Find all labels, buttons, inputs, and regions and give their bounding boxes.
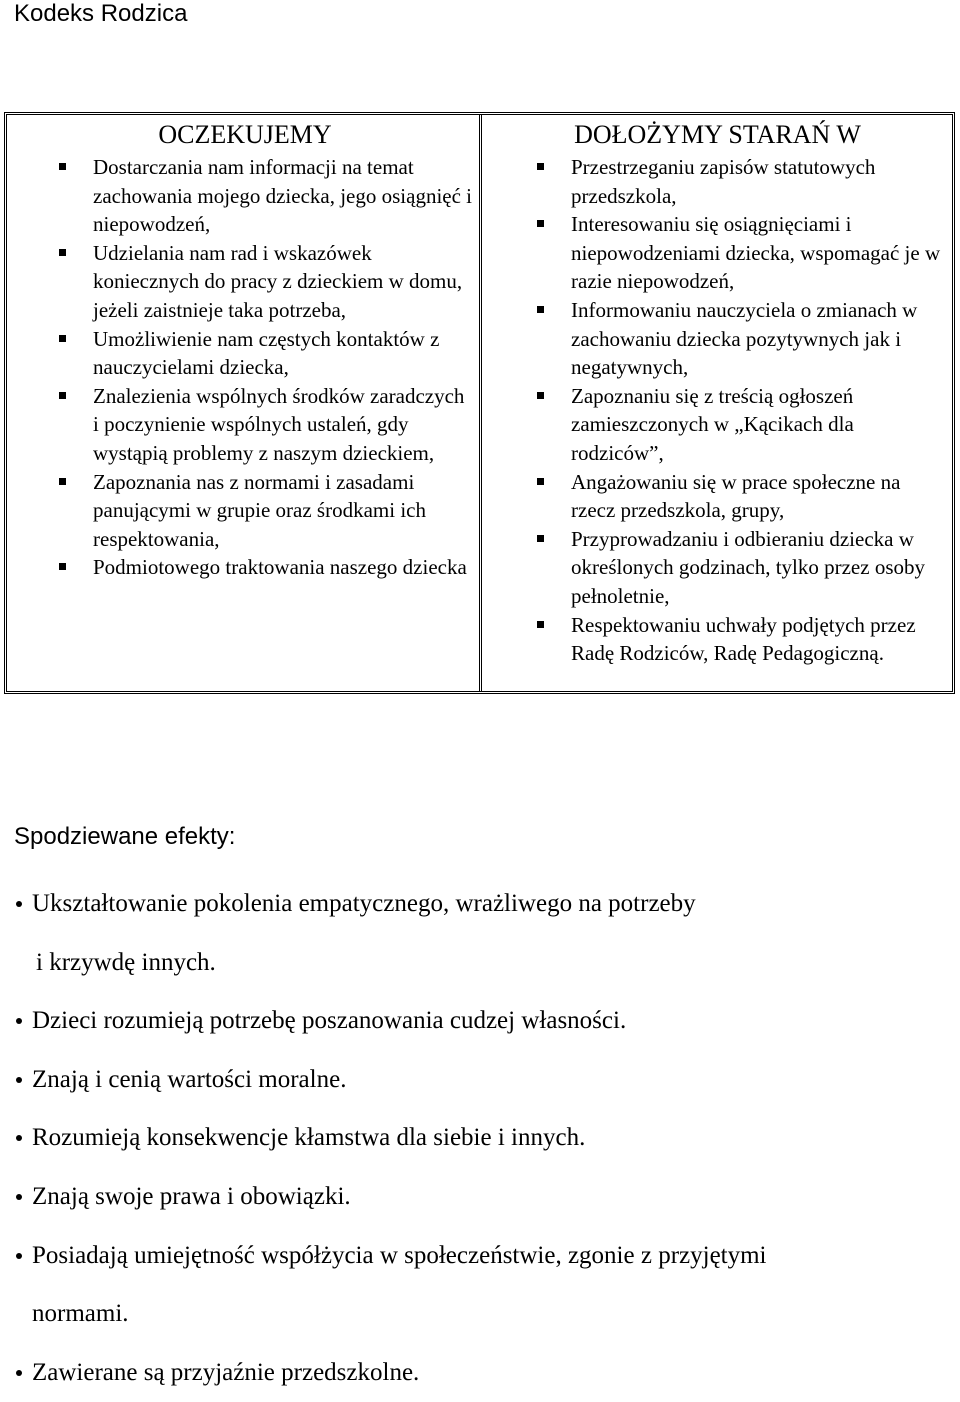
list-item-text: Respektowaniu uchwały podjętych przez Radę Rodziców, Radę Pedagogiczną. [571, 612, 916, 666]
list-item-text: Posiadają umiejętność współżycia w społeczeństwie, zgonie z przyjętymi [32, 1241, 767, 1269]
list-item-text: Umożliwienie nam częstych kontaktów z nauczycielami dziecka, [93, 326, 440, 380]
list-item-text: Udzielania nam rad i wskazówek koniecznych do pracy z dzieckiem w domu, jeżeli zaistnieje taka potrzeba, [93, 240, 463, 322]
list-item-text: Dzieci rozumieją potrzebę poszanowania cudzej własności. [32, 1007, 627, 1035]
square-bullet-icon [537, 306, 544, 313]
round-bullet-icon [16, 1253, 22, 1259]
list-item [57, 468, 473, 554]
list-item-text: Podmiotowego traktowania naszego dziecka [93, 555, 467, 580]
round-bullet-icon [16, 1370, 22, 1376]
list-item-text: Ukształtowanie pokolenia empatycznego, wrażliwego na potrzeby [32, 890, 696, 917]
round-bullet-icon [16, 1135, 22, 1141]
list-item [535, 468, 946, 525]
list-item [14, 1168, 944, 1227]
square-bullet-icon [59, 563, 66, 570]
square-bullet-icon [537, 535, 544, 542]
document-title: Kodeks Rodzica [14, 0, 188, 27]
round-bullet-icon [16, 901, 22, 907]
square-bullet-icon [537, 621, 544, 628]
list-item [57, 239, 473, 325]
list-item-text: Zapoznaniu się z treścią ogłoszeń zamieszczonych w „Kącikach dla rodziców”, [571, 383, 854, 465]
list-item [57, 153, 473, 239]
oczekujemy-column [7, 115, 482, 691]
square-bullet-icon [59, 335, 66, 342]
dolozymy-staran-column [482, 115, 952, 691]
square-bullet-icon [537, 163, 544, 170]
list-item-text: Znają i cenią wartości moralne. [32, 1065, 347, 1093]
list-item-text: Przestrzeganiu zapisów statutowych przedszkola, [571, 155, 876, 208]
list-item-text: Informowaniu nauczyciela o zmianach w zachowaniu dziecka pozytywnych jak i negatywnych, [571, 297, 918, 380]
round-bullet-icon [16, 1194, 22, 1200]
list-item-text: Zawierane są przyjaźnie przedszkolne. [32, 1358, 420, 1386]
list-item-text: Zapoznania nas z normami i zasadami panującymi w grupie oraz środkami ich respektowania, [93, 469, 426, 551]
list-item [535, 210, 946, 296]
list-item-text: Rozumieją konsekwencje kłamstwa dla siebie i innych. [32, 1124, 586, 1152]
list-item-text: Interesowaniu się osiągnięciami i niepowodzeniami dziecka, wspomagać je w razie niepowodzeń, [571, 212, 941, 294]
list-item [57, 325, 473, 382]
oczekujemy-header: OCZEKUJEMY [158, 120, 332, 149]
square-bullet-icon [537, 478, 544, 485]
list-item [14, 875, 944, 992]
dolozymy-staran-list [535, 153, 946, 668]
list-item-text: Znają swoje prawa i obowiązki. [32, 1182, 351, 1210]
list-item [535, 525, 946, 611]
list-item [14, 1109, 944, 1168]
list-item-text: Dostarczania nam informacji na temat zachowania mojego dziecka, jego osiągnięć i niepowodzeń, [93, 155, 473, 237]
list-item-text: Przyprowadzaniu i odbieraniu dziecka w określonych godzinach, tylko przez osoby pełnoletnie, [571, 526, 925, 608]
square-bullet-icon [59, 478, 66, 485]
list-item [14, 992, 944, 1051]
square-bullet-icon [59, 249, 66, 256]
square-bullet-icon [59, 392, 66, 399]
list-item [14, 1227, 944, 1344]
oczekujemy-list [57, 153, 473, 582]
square-bullet-icon [59, 163, 66, 170]
dolozymy-staran-header: DOŁOŻYMY STARAŃ W [574, 120, 861, 149]
list-item-continuation: normami. [32, 1300, 129, 1328]
list-item [14, 1344, 944, 1402]
list-item [14, 1051, 944, 1110]
list-item-text: Angażowaniu się w prace społeczne na rzecz przedszkola, grupy, [571, 469, 901, 523]
list-item [535, 296, 946, 382]
efekty-heading: Spodziewane efekty: [14, 823, 236, 850]
square-bullet-icon [537, 220, 544, 227]
list-item [57, 553, 473, 582]
efekty-list [14, 875, 944, 1402]
list-item [535, 153, 946, 210]
list-item-continuation: i krzywdę innych. [36, 948, 216, 976]
square-bullet-icon [537, 392, 544, 399]
list-item [535, 611, 946, 668]
kodeks-table [4, 112, 955, 694]
list-item-text: Znalezienia wspólnych środków zaradczych i poczynienie wspólnych ustaleń, gdy wystąpią problemy z naszym dzieckiem, [93, 383, 465, 465]
list-item [57, 382, 473, 468]
round-bullet-icon [16, 1077, 22, 1083]
round-bullet-icon [16, 1018, 22, 1024]
list-item [535, 382, 946, 468]
